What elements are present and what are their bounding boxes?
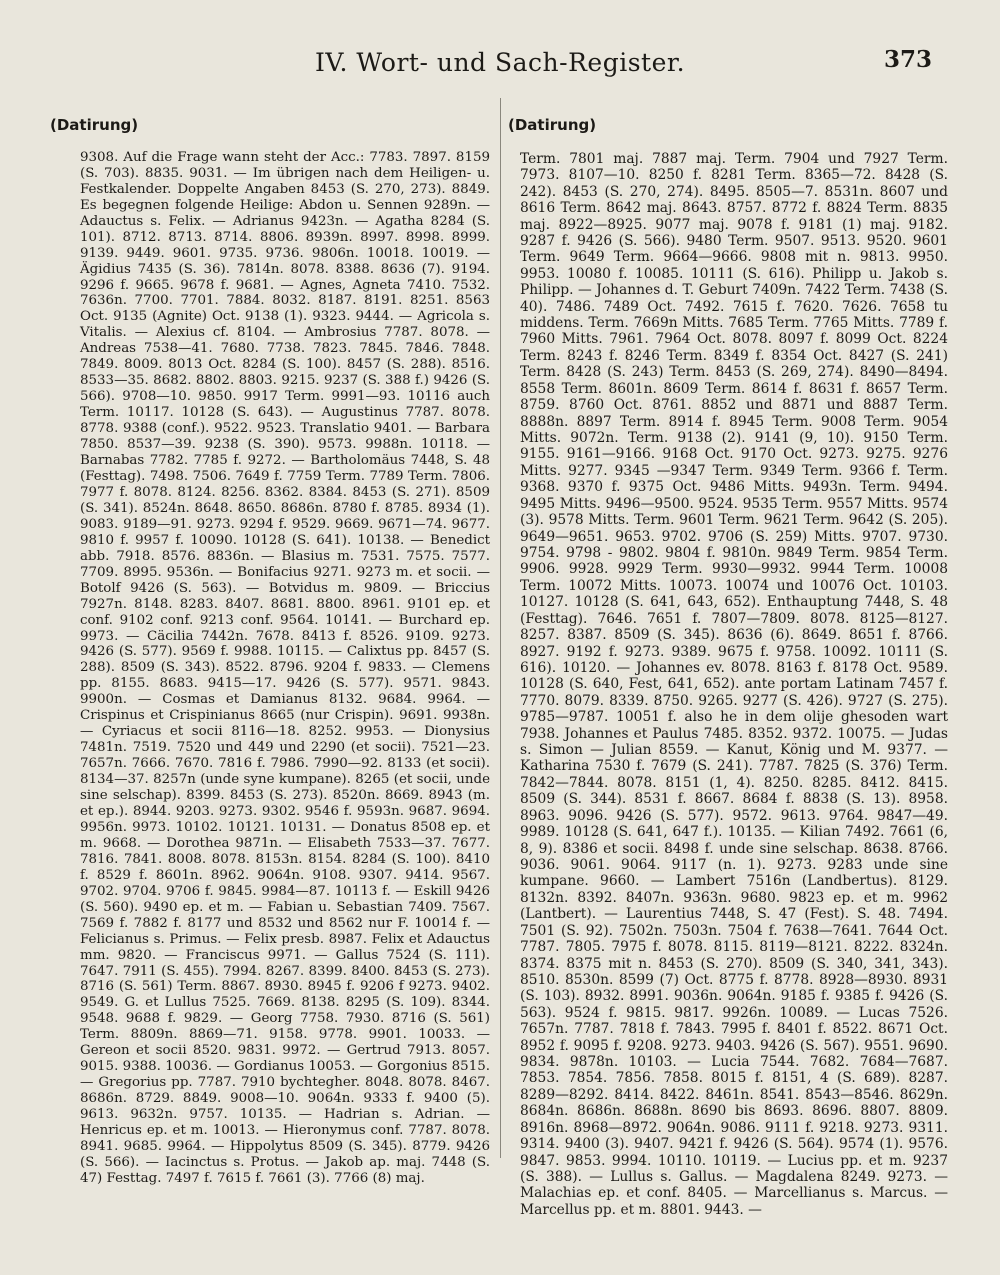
right-column-text: Term. 7801 maj. 7887 maj. Term. 7904 und 7927 Term. 7973. 8107—10. 8250 f. 8281 Term. 8365—72. 8428 (S. 242). 8453 (S. 270, 274). 8495. 8505—7. 8531n. 8607 und 8616 Term. 8642 maj. 8643. 8757. 8772 f. 8824 Term. 8835 maj. 8922—8925. 9077 maj. 9078 f. 9181 (1) maj. 9182. 9287 f. 9426 (S. 566). 9480 Term. 9507. 9513. 9520. 9601 Term. 9649 Term. 9664—9666. 9808 mit n. 9813. 9950. 9953. 10080 f. 10085. 10111 (S. 616). Philipp u. Jakob s. Philipp. — Johannes d. T. Geburt 7409n. 7422 Term. 7438 (S. 40). 7486. 7489 Oct. 7492. 7615 f. 7620. 7626. 7658 tu middens. Term. 7669n Mitts. 7685 Term. 7765 Mitts. 7789 f. 7960 Mitts. 7961. 7964 Oct. 8078. 8097 f. 8099 Oct. 8224 Term. 8243 f. 8246 Term. 8349 f. 8354 Oct. 8427 (S. 241) Term. 8428 (S. 243) Term. 8453 (S. 269, 274). 8490—8494. 8558 Term. 8601n. 8609 Term. 8614 f. 8631 f. 8657 Term. 8759. 8760 Oct. 8761. 8852 und 8871 und 8887 Term. 8888n. 8897 Term. 8914 f. 8945 Term. 9008 Term. 9054 Mitts. 9072n. Term. 9138 (2). 9141 (9, 10). 9150 Term. 9155. 9161—9166. 9168 Oct. 9170 Oct. 9273. 9275. 9276 Mitts. 9277. 9345 —9347 Term. 9349 Term. 9366 f. Term. 9368. 9370 f. 9375 Oct. 9486 Mitts. 9493n. Term. 9494. 9495 Mitts. 9496—9500. 9524. 9535 Term. 9557 Mitts. 9574 (3). 9578 Mitts. Term. 9601 Term. 9621 Term. 9642 (S. 205). 9649—9651. 9653. 9702. 9706 (S. 259) Mitts. 9707. 9730. 9754. 9798 - 9802. 9804 f. 9810n. 9849 Term. 9854 Term. 9906. 9928. 9929 Term. 9930—9932. 9944 Term. 10008 Term. 10072 Mitts. 10073. 10074 und 10076 Oct. 10103. 10127. 10128 (S. 641, 643, 652). Enthauptung 7448, S. 48 (Festtag). 7646. 7651 f. 7807—7809. 8078. 8125—8127. 8257. 8387. 8509 (S. 345). 8636 (6). 8649. 8651 f. 8766. 8927. 9192 f. 9273. 9389. 9675 f. 9758. 10092. 10111 (S. 616). 10120. — Johannes ev. 8078. 8163 f. 8178 Oct. 9589. 10128 (S. 640, Fest, 641, 652). ante portam Latinam 7457 f. 7770. 8079. 8339. 8750. 9265. 9277 (S. 426). 9727 (S. 275). 9785—9787. 10051 f. also he in dem olije ghesoden wart 7938. Johannes et Paulus 7485. 8352. 9372. 10075. — Judas s. Simon — Julian 8559. — Kanut, König und M. 9377. — Katharina 7530 f. 7679 (S. 241). 7787. 7825 (S. 376) Term. 7842—7844. 8078. 8151 (1, 4). 8250. 8285. 8412. 8415. 8509 (S. 344). 8531 f. 8667. 8684 f. 8838 (S. 13). 8958. 8963. 9096. 9426 (S. 577). 9572. 9613. 9764. 9847—49. 9989. 10128 (S. 641, 647 f.). 10135. — Kilian 7492. 7661 (6, 8, 9). 8386 et socii. 8498 f. unde sine selschap. 8638. 8766. 9036. 9061. 9064. 9117 (n. 1). 9273. 9283 unde sine kumpane. 9660. — Lambert 7516n (Landbertus). 8129. 8132n. 8392. 8407n. 9363n. 9680. 9823 ep. et m. 9962 (Lantbert). — Laurentius 7448, S. 47 (Fest). S. 48. 7494. 7501 (S. 92). 7502n. 7503n. 7504 f. 7638—7641. 7644 Oct. 7787. 7805. 7975 f. 8078. 8115. 8119—8121. 8222. 8324n. 8374. 8375 mit n. 8453 (S. 270). 8509 (S. 340, 341, 343). 8510. 8530n. 8599 (7) Oct. 8775 f. 8778. 8928—8930. 8931 (S. 103). 8932. 8991. 9036n. 9064n. 9185 f. 9385 f. 9426 (S. 563). 9524 f. 9815. 9817. 9926n. 10089. — Lucas 7526. 7657n. 7787. 7818 f. 7843. 7995 f. 8401 f. 8522. 8671 Oct. 8952 f. 9095 f. 9208. 9273. 9403. 9426 (S. 567). 9551. 9690. 9834. 9878n. 10103. — Lucia 7544. 7682. 7684—7687. 7853. 7854. 7856. 7858. 8015 f. 8151, 4 (S. 689). 8287. 8289—8292. 8414. 8422. 8461n. 8541. 8543—8546. 8629n. 8684n. 8686n. 8688n. 8690 bis 8693. 8696. 8807. 8809. 8916n. 8968—8972. 9064n. 9086. 9111 f. 9218. 9273. 9311. 9314. 9400 (3). 9407. 9421 f. 9426 (S. 564). 9574 (1). 9576. 9847. 9853. 9994. 10110. 10119. — Lucius pp. et m. 9237 (S. 388). — Lullus s. Gallus. — Magdalena 8249. 9273. — Malachias ep. et conf. 8405. — Marcellianus s. Marcus. — Marcellus pp. et m. 8801. 9443. —	[520, 150, 948, 1218]
column-divider	[500, 98, 501, 1158]
running-title: IV. Wort- und Sach-Register.	[314, 48, 686, 77]
left-column-text: 9308. Auf die Frage wann steht der Acc.: 7783. 7897. 8159 (S. 703). 8835. 9031. — Im übrigen nach dem Heiligen- u. Festkalender. Doppelte Angaben 8453 (S. 270, 273). 8849. Es begegnen folgende Heilige: Abdon u. Sennen 9289n. — Adauctus s. Felix. — Adrianus 9423n. — Agatha 8284 (S. 101). 8712. 8713. 8714. 8806. 8939n. 8997. 8998. 8999. 9139. 9449. 9601. 9735. 9736. 9806n. 10018. 10019. — Ägidius 7435 (S. 36). 7814n. 8078. 8388. 8636 (7). 9194. 9296 f. 9665. 9678 f. 9681. — Agnes, Agneta 7410. 7532. 7636n. 7700. 7701. 7884. 8032. 8187. 8191. 8251. 8563 Oct. 9135 (Agnite) Oct. 9138 (1). 9323. 9444. — Agricola s. Vitalis. — Alexius cf. 8104. — Ambrosius 7787. 8078. — Andreas 7538—41. 7680. 7738. 7823. 7845. 7846. 7848. 7849. 8009. 8013 Oct. 8284 (S. 100). 8457 (S. 288). 8516. 8533—35. 8682. 8802. 8803. 9215. 9237 (S. 388 f.) 9426 (S. 566). 9708—10. 9850. 9917 Term. 9991—93. 10116 auch Term. 10117. 10128 (S. 643). — Augustinus 7787. 8078. 8778. 9388 (conf.). 9522. 9523. Translatio 9401. — Barbara 7850. 8537—39. 9238 (S. 390). 9573. 9988n. 10118. — Barnabas 7782. 7785 f. 9272. — Bartholomäus 7448, S. 48 (Festtag). 7498. 7506. 7649 f. 7759 Term. 7789 Term. 7806. 7977 f. 8078. 8124. 8256. 8362. 8384. 8453 (S. 271). 8509 (S. 341). 8524n. 8648. 8650. 8686n. 8780 f. 8785. 8934 (1). 9083. 9189—91. 9273. 9294 f. 9529. 9669. 9671—74. 9677. 9810 f. 9957 f. 10090. 10128 (S. 641). 10138. — Benedict abb. 7918. 8576. 8836n. — Blasius m. 7531. 7575. 7577. 7709. 8995. 9536n. — Bonifacius 9271. 9273 m. et socii. — Botolf 9426 (S. 563). — Botvidus m. 9809. — Briccius 7927n. 8148. 8283. 8407. 8681. 8800. 8961. 9101 ep. et conf. 9102 conf. 9213 conf. 9564. 10141. — Burchard ep. 9973. — Cäcilia 7442n. 7678. 8413 f. 8526. 9109. 9273. 9426 (S. 577). 9569 f. 9988. 10115. — Calixtus pp. 8457 (S. 288). 8509 (S. 343). 8522. 8796. 9204 f. 9833. — Clemens pp. 8155. 8683. 9415—17. 9426 (S. 577). 9571. 9843. 9900n. — Cosmas et Damianus 8132. 9684. 9964. — Crispinus et Crispinianus 8665 (nur Crispin). 9691. 9938n. — Cyriacus et socii 8116—18. 8252. 9953. — Dionysius 7481n. 7519. 7520 und 449 und 2290 (et socii). 7521—23. 7657n. 7666. 7670. 7816 f. 7986. 7990—92. 8133 (et socii). 8134—37. 8257n (unde syne kumpane). 8265 (et socii, unde sine selschap). 8399. 8453 (S. 273). 8520n. 8669. 8943 (m. et ep.). 8944. 9203. 9273. 9302. 9546 f. 9593n. 9687. 9694. 9956n. 9973. 10102. 10121. 10131. — Donatus 8508 ep. et m. 9668. — Dorothea 9871n. — Elisabeth 7533—37. 7677. 7816. 7841. 8008. 8078. 8153n. 8154. 8284 (S. 100). 8410 f. 8529 f. 8601n. 8962. 9064n. 9108. 9307. 9414. 9567. 9702. 9704. 9706 f. 9845. 9984—87. 10113 f. — Eskill 9426 (S. 560). 9490 ep. et m. — Fabian u. Sebastian 7409. 7567. 7569 f. 7882 f. 8177 und 8532 und 8562 nur F. 10014 f. — Felicianus s. Primus. — Felix presb. 8987. Felix et Adauctus mm. 9820. — Franciscus 9971. — Gallus 7524 (S. 111). 7647. 7911 (S. 455). 7994. 8267. 8399. 8400. 8453 (S. 273). 8716 (S. 561) Term. 8867. 8930. 8945 f. 9206 f 9273. 9402. 9549. G. et Lullus 7525. 7669. 8138. 8295 (S. 109). 8344. 9548. 9688 f. 9829. — Georg 7758. 7930. 8716 (S. 561) Term. 8809n. 8869—71. 9158. 9778. 9901. 10033. — Gereon et socii 8520. 9831. 9972. — Gertrud 7913. 8057. 9015. 9388. 10036. — Gordianus 10053. — Gorgonius 8515. — Gregorius pp. 7787. 7910 bychtegher. 8048. 8078. 8467. 8686n. 8729. 8849. 9008—10. 9064n. 9333 f. 9400 (5). 9613. 9632n. 9757. 10135. — Hadrian s. Adrian. — Henricus ep. et m. 10013. — Hieronymus conf. 7787. 8078. 8941. 9685. 9964. — Hippolytus 8509 (S. 345). 8779. 9426 (S. 566). — Iacinctus s. Protus. — Jakob ap. maj. 7448 (S. 47) Festtag. 7497 f. 7615 f. 7661 (3). 7766 (8) maj.	[80, 149, 490, 1186]
left-column	[50, 100, 490, 1203]
page-number: 373	[883, 46, 932, 73]
right-column	[508, 100, 948, 1235]
left-column-heading: (Datirung)	[50, 115, 139, 134]
right-column-heading: (Datirung)	[508, 116, 597, 135]
